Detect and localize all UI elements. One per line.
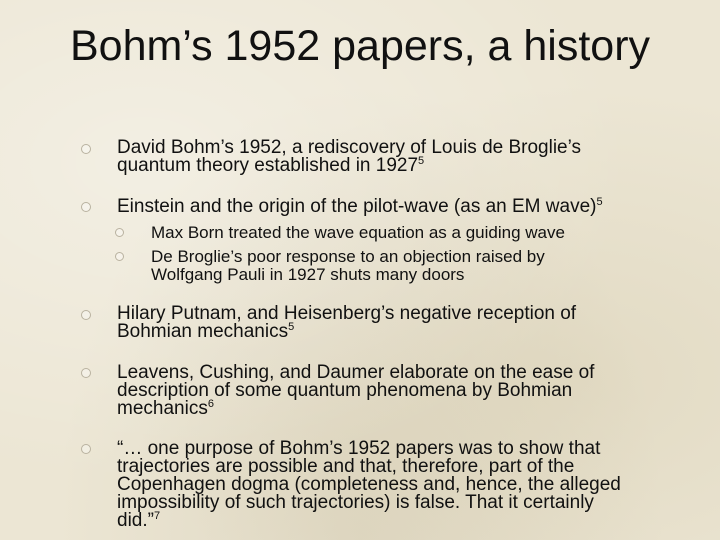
bullet-marker [81, 444, 91, 454]
footnote-ref: 5 [288, 321, 295, 333]
bullet-text: Max Born treated the wave equation as a guiding wave [151, 223, 565, 242]
sub-bullet-item [151, 248, 601, 284]
bullet-text: Hilary Putnam, and Heisenberg’s negative reception of Bohmian mechanics [117, 303, 577, 342]
sub-bullet-item [151, 224, 651, 242]
bullet-item [117, 364, 627, 418]
bullet-text: Leavens, Cushing, and Daumer elaborate on the ease of description of some quantum phenomena by Bohmian mechanics [117, 362, 595, 419]
footnote-ref: 6 [207, 398, 214, 410]
bullet-text: Einstein and the origin of the pilot-wave (as an EM wave) [117, 196, 597, 217]
bullet-item [117, 198, 657, 216]
sub-bullet-marker [115, 228, 124, 237]
bullet-text: “… one purpose of Bohm’s 1952 papers was to show that trajectories are possible and that, therefore, part of the Copenhagen dogma (completeness and, hence, the alleged impossibility of such trajectories) is false. That it certainly did.” [117, 438, 621, 531]
bullet-item [117, 440, 632, 530]
footnote-ref: 5 [418, 155, 425, 167]
bullet-marker [81, 368, 91, 378]
bullet-item [117, 305, 617, 341]
bullet-marker [81, 310, 91, 320]
sub-bullet-marker [115, 252, 124, 261]
slide-title: Bohm’s 1952 papers, a history [69, 22, 651, 70]
bullet-text: De Broglie’s poor response to an objection raised by Wolfgang Pauli in 1927 shuts many doors [151, 247, 545, 284]
bullet-marker [81, 144, 91, 154]
bullet-text: David Bohm’s 1952, a rediscovery of Louis de Broglie’s quantum theory established in 1927 [117, 137, 581, 176]
footnote-ref: 5 [596, 196, 603, 208]
footnote-ref: 7 [153, 510, 161, 522]
bullet-marker [81, 202, 91, 212]
bullet-item [117, 139, 657, 175]
